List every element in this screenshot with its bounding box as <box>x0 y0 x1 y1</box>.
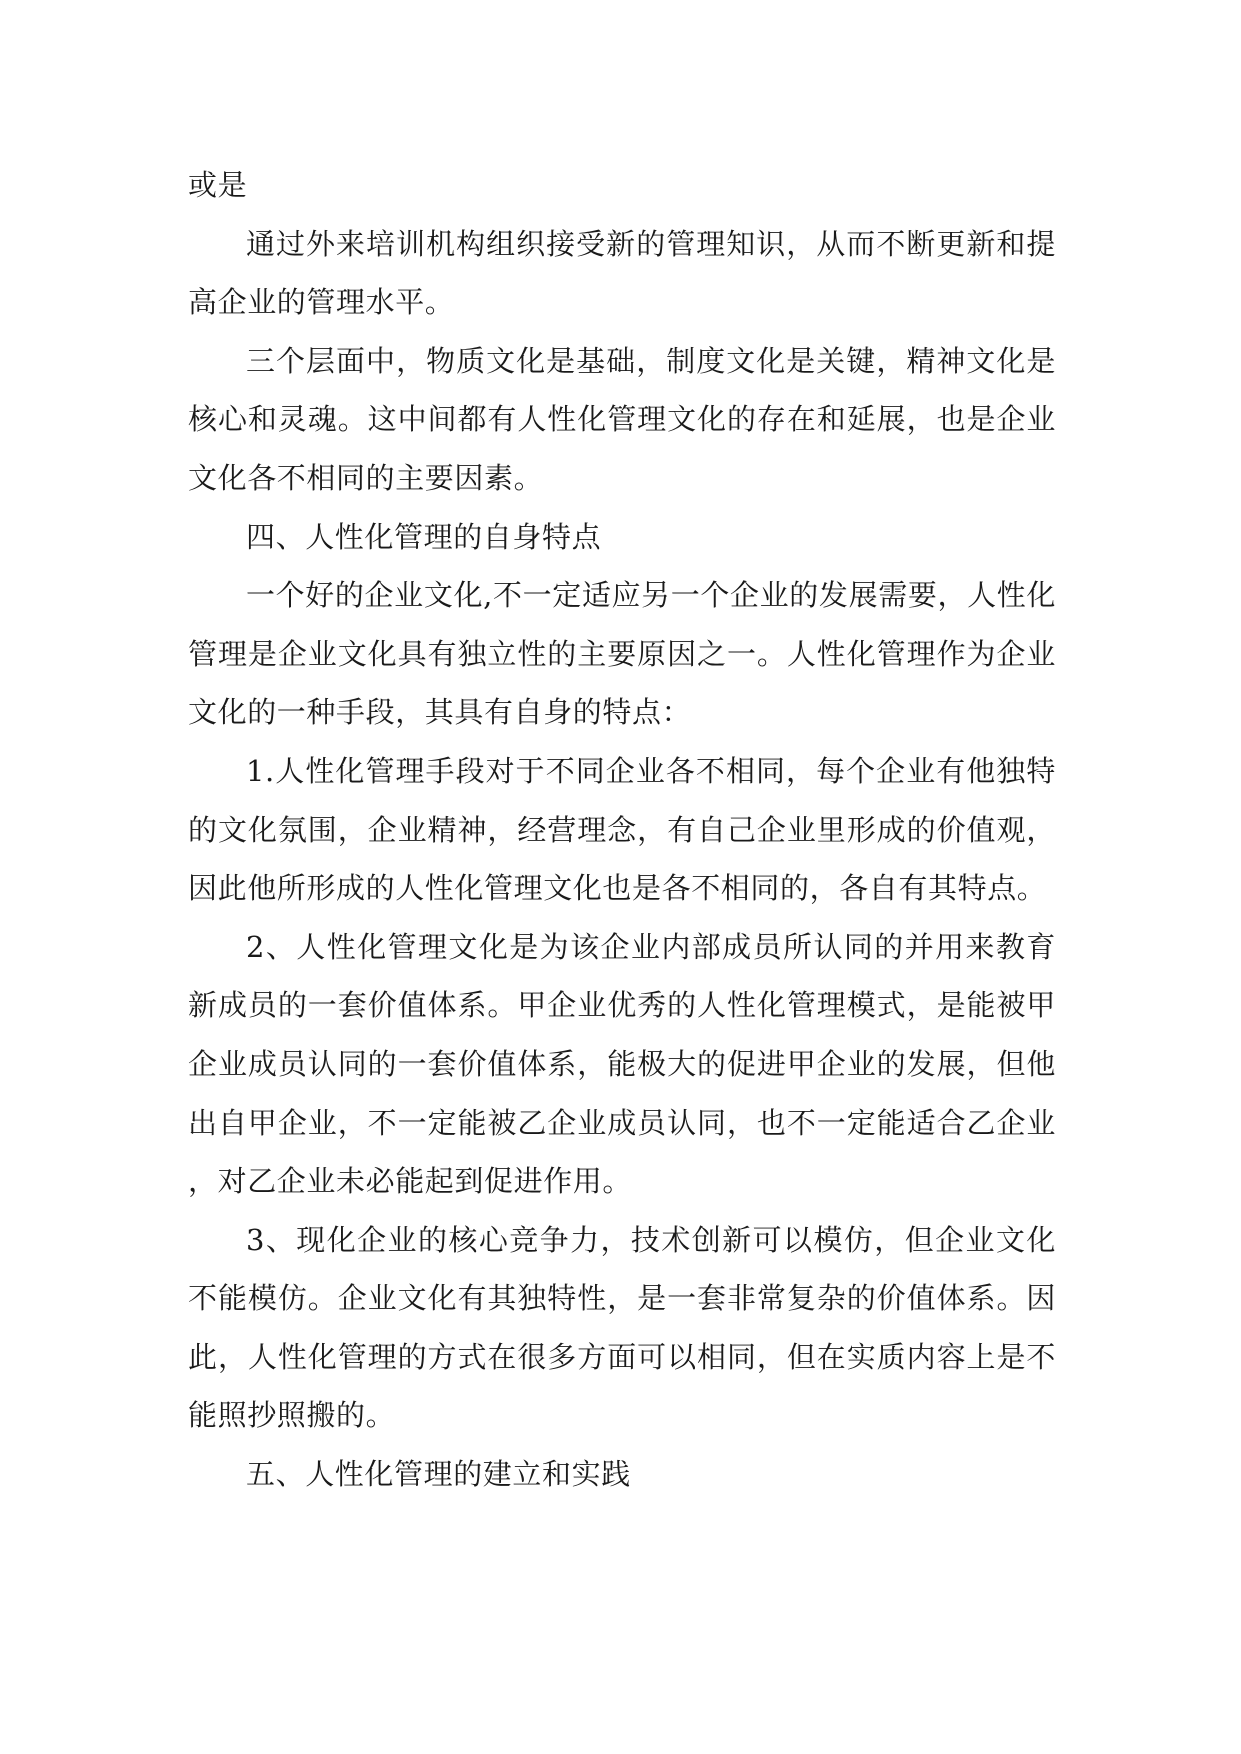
paragraph-training: 通过外来培训机构组织接受新的管理知识，从而不断更新和提高企业的管理水平。 <box>188 226 1056 320</box>
section-heading-five: 五、人性化管理的建立和实践 <box>246 1457 631 1492</box>
document-body <box>188 156 1056 1504</box>
list-item-1: 1.人性化管理手段对于不同企业各不相同，每个企业有他独特的文化氛围，企业精神，经营理念，有自己企业里形成的价值观，因此他所形成的人性化管理文化也是各不相同的，各自有其特点。 <box>188 753 1056 906</box>
paragraph-three-levels: 三个层面中，物质文化是基础，制度文化是关键，精神文化是核心和灵魂。这中间都有人性化管理文化的存在和延展，也是企业文化各不相同的主要因素。 <box>188 343 1056 495</box>
list-item-3: 3、现化企业的核心竞争力，技术创新可以模仿，但企业文化不能模仿。企业文化有其独特性，是一套非常复杂的价值体系。因此，人性化管理的方式在很多方面可以相同，但在实质内容上是不能照抄照搬的。 <box>188 1222 1056 1433</box>
list-item-2: 2、人性化管理文化是为该企业内部成员所认同的并用来教育新成员的一套价值体系。甲企业优秀的人性化管理模式，是能被甲企业成员认同的一套价值体系，能极大的促进甲企业的发展，但他出自甲企业，不一定能被乙企业成员认同，也不一定能适合乙企业，对乙企业未必能起到促进作用。 <box>188 929 1056 1199</box>
section-heading-four: 四、人性化管理的自身特点 <box>246 519 602 554</box>
paragraph-continuation: 或是 <box>188 168 248 202</box>
paragraph-characteristics-intro: 一个好的企业文化,不一定适应另一个企业的发展需要，人性化管理是企业文化具有独立性的主要原因之一。人性化管理作为企业文化的一种手段，其具有自身的特点： <box>188 578 1056 730</box>
